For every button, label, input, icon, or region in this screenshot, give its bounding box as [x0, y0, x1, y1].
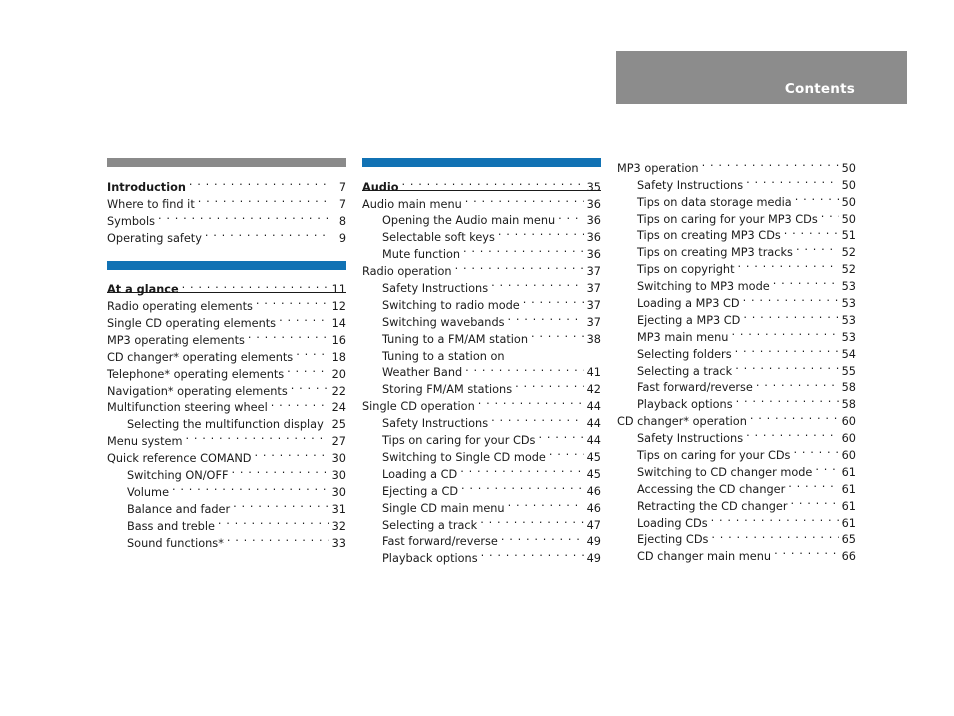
dot-leader — [750, 408, 839, 425]
toc-page-number: 38 — [586, 332, 601, 346]
toc-entry-title: Playback options — [382, 552, 478, 566]
toc-page-number: 27 — [331, 435, 346, 449]
toc-entry-title: Playback options — [637, 398, 733, 412]
dot-leader — [465, 360, 583, 377]
dot-leader — [218, 513, 329, 530]
toc-entry-title: Where to find it — [107, 197, 195, 211]
dot-leader — [491, 275, 584, 292]
toc-entry-title: Radio operation — [362, 265, 452, 279]
toc-page-number: 60 — [841, 432, 856, 446]
toc-entry-title: Weather Band — [382, 366, 463, 380]
toc-page-number: 60 — [841, 449, 856, 463]
dot-leader — [158, 208, 330, 225]
toc-entry-title: Radio operating elements — [107, 300, 253, 314]
toc-entry-title: Tuning to a station on — [382, 349, 505, 363]
dot-leader — [743, 307, 838, 324]
toc-page-number: 36 — [586, 248, 601, 262]
toc-entry-title: Selecting folders — [637, 347, 732, 361]
dot-leader — [508, 495, 584, 512]
dot-leader — [233, 496, 328, 513]
dot-leader — [296, 344, 328, 361]
dot-leader — [558, 208, 583, 225]
toc-page-number: 61 — [841, 465, 856, 479]
toc-entry-title: Ejecting a CD — [382, 484, 459, 498]
toc-entry-title: Selecting a track — [637, 364, 733, 378]
toc-page-number: 8 — [338, 214, 346, 228]
toc-page-number: 50 — [841, 161, 856, 175]
toc-column-2 — [362, 158, 601, 566]
toc-page-number: 61 — [841, 499, 856, 513]
toc-page-number: 53 — [841, 280, 856, 294]
dot-leader — [189, 174, 330, 191]
toc-entry-title: At a glance — [107, 283, 179, 297]
toc-entry-title: CD changer* operating elements — [107, 350, 294, 364]
toc-entry-title: Single CD main menu — [382, 501, 505, 515]
toc-entry-title: Tips on caring for your CDs — [382, 434, 536, 448]
toc-page-number: 61 — [841, 516, 856, 530]
dot-leader — [271, 395, 329, 412]
toc-entry-title: Operating safety — [107, 231, 202, 245]
dot-leader — [227, 530, 329, 547]
toc-entry-title: Single CD operation — [362, 400, 475, 414]
section-bar — [362, 158, 601, 167]
dot-leader — [711, 527, 838, 544]
toc-entry-title: Navigation* operating elements — [107, 384, 288, 398]
dot-leader — [465, 191, 584, 208]
toc-entry-title: Safety Instructions — [382, 282, 489, 296]
dot-leader — [711, 510, 839, 527]
toc-page-number: 44 — [586, 417, 601, 431]
toc-entry-title: Loading a MP3 CD — [637, 297, 740, 311]
toc-page-number: 37 — [586, 282, 601, 296]
dot-leader — [731, 324, 838, 341]
page-title: Contents — [784, 81, 855, 97]
dot-leader — [463, 241, 584, 258]
toc-entry-title: CD changer main menu — [637, 550, 772, 564]
toc-entry-title: Switching to CD changer mode — [637, 465, 813, 479]
toc-page-number: 32 — [331, 519, 346, 533]
toc-entry[interactable] — [617, 155, 856, 175]
toc-page-number: 50 — [841, 178, 856, 192]
toc-entry-title: Selectable soft keys — [382, 231, 495, 245]
toc-page-number: 54 — [841, 347, 856, 361]
dot-leader — [287, 361, 328, 378]
toc-entry-title: Selecting a track — [382, 518, 478, 532]
toc-entry-title: Switching to radio mode — [382, 298, 520, 312]
dot-leader — [736, 391, 839, 408]
toc-page-number: 46 — [586, 484, 601, 498]
dot-leader — [491, 410, 584, 427]
toc-page-number: 30 — [331, 469, 346, 483]
toc-entry-title: Opening the Audio main menu — [382, 214, 556, 228]
toc-entry-title: Tips on creating MP3 tracks — [637, 246, 793, 260]
toc-page-number: 37 — [586, 298, 601, 312]
dot-leader — [795, 189, 839, 206]
toc-entry-title: Loading CDs — [637, 516, 708, 530]
toc-page-number: 36 — [586, 231, 601, 245]
toc-page-number: 18 — [331, 350, 346, 364]
dot-leader — [481, 545, 584, 562]
toc-entry-title: Accessing the CD changer — [637, 482, 786, 496]
dot-leader — [746, 172, 839, 189]
toc-entry-title: Tips on data storage media — [637, 195, 792, 209]
dot-leader — [460, 461, 583, 478]
toc-entry-title: Mute function — [382, 248, 461, 262]
dot-leader — [774, 543, 839, 560]
toc-page-number: 37 — [586, 315, 601, 329]
toc-entry-title: CD changer* operation — [617, 415, 747, 429]
dot-leader — [461, 478, 584, 495]
dot-leader — [198, 191, 330, 208]
dot-leader — [821, 206, 839, 223]
toc-entry-title: Tuning to a FM/AM station — [382, 332, 529, 346]
toc-page-number: 49 — [586, 552, 601, 566]
toc-page-number: 35 — [586, 180, 601, 194]
toc-page-number: 44 — [586, 400, 601, 414]
toc-entry-title: Retracting the CD changer — [637, 499, 788, 513]
dot-leader — [702, 155, 839, 172]
dot-leader — [402, 174, 584, 191]
toc-entry-title: Audio — [362, 180, 399, 194]
toc-entry-title: Introduction — [107, 180, 186, 194]
toc-entry-title: Volume — [127, 485, 170, 499]
toc-page-number: 61 — [841, 482, 856, 496]
toc-page-number: 22 — [331, 384, 346, 398]
toc-entry-title: MP3 operating elements — [107, 333, 245, 347]
toc-entry[interactable] — [107, 174, 346, 194]
toc-page-number: 33 — [331, 536, 346, 550]
toc-entry-title: Bass and treble — [127, 519, 215, 533]
toc-page-number: 45 — [586, 450, 601, 464]
toc-page-number: 60 — [841, 415, 856, 429]
toc-entry-title: Storing FM/AM stations — [382, 383, 513, 397]
dot-leader — [501, 529, 584, 546]
toc-entry-title: Multifunction steering wheel — [107, 401, 268, 415]
toc-entry-title: Tips on creating MP3 CDs — [637, 229, 781, 243]
toc-page-number: 20 — [331, 367, 346, 381]
toc-page-number: 51 — [841, 229, 856, 243]
toc-page-number: 36 — [586, 214, 601, 228]
toc-page-number: 49 — [586, 535, 601, 549]
toc-page-number: 31 — [331, 502, 346, 516]
toc-entry-title: Tips on copyright — [637, 263, 735, 277]
toc-entry-title: Safety Instructions — [637, 432, 744, 446]
toc-page-number: 42 — [586, 383, 601, 397]
dot-leader — [291, 378, 329, 395]
toc-entry-title: MP3 main menu — [637, 330, 729, 344]
toc-page-number: 9 — [338, 231, 346, 245]
toc-entry-title: MP3 operation — [617, 161, 699, 175]
toc-page-number: 16 — [331, 333, 346, 347]
dot-leader — [738, 256, 839, 273]
toc-page-number: 44 — [586, 434, 601, 448]
toc-column-3 — [617, 155, 856, 564]
dot-leader — [788, 476, 838, 493]
toc-entry[interactable] — [362, 174, 601, 194]
toc-page-number: 58 — [841, 381, 856, 395]
toc-entry[interactable] — [107, 277, 346, 297]
toc-page-number: 47 — [586, 518, 601, 532]
dot-leader — [254, 445, 328, 462]
toc-entry-title: Switching ON/OFF — [127, 469, 229, 483]
dot-leader — [538, 427, 583, 444]
dot-leader — [185, 428, 328, 445]
dot-leader — [256, 293, 329, 310]
toc-entry-title: Switching to MP3 mode — [637, 280, 770, 294]
dot-leader — [791, 493, 839, 510]
toc-page-number: 11 — [331, 283, 346, 297]
dot-leader — [515, 376, 584, 393]
toc-page-number: 36 — [586, 197, 601, 211]
toc-page-number: 55 — [841, 364, 856, 378]
toc-section — [107, 158, 346, 245]
toc-page-number: 58 — [841, 398, 856, 412]
dot-leader — [480, 512, 583, 529]
toc-entry-title: Menu system — [107, 435, 183, 449]
toc-column-1 — [107, 158, 346, 550]
toc-entry-title: Quick reference COMAND — [107, 452, 252, 466]
dot-leader — [743, 290, 839, 307]
dot-leader — [756, 375, 839, 392]
dot-leader — [549, 444, 584, 461]
toc-entry-title: Single CD operating elements — [107, 317, 277, 331]
dot-leader — [773, 273, 839, 290]
toc-section — [617, 155, 856, 564]
dot-leader — [182, 277, 329, 294]
dot-leader — [796, 239, 839, 256]
toc-page-number: 50 — [841, 212, 856, 226]
toc-page-number: 25 — [331, 418, 346, 432]
toc-entry-title: Fast forward/reverse — [382, 535, 498, 549]
section-bar — [107, 261, 346, 270]
toc-entry-title: Symbols — [107, 214, 155, 228]
dot-leader — [205, 225, 330, 242]
toc-page-number: 66 — [841, 550, 856, 564]
dot-leader — [231, 462, 328, 479]
toc-page-number: 7 — [338, 180, 346, 194]
toc-entry-title: Loading a CD — [382, 467, 458, 481]
toc-entry-title: Safety Instructions — [382, 417, 489, 431]
toc-page-number: 7 — [338, 197, 346, 211]
dot-leader — [815, 459, 838, 476]
toc-entry-title: Ejecting CDs — [637, 533, 709, 547]
toc-entry-title: Fast forward/reverse — [637, 381, 753, 395]
toc-entry-title: Tips on caring for your MP3 CDs — [637, 212, 818, 226]
toc-entry-title: Telephone* operating elements — [107, 367, 285, 381]
toc-section — [362, 158, 601, 566]
toc-page-number: 30 — [331, 485, 346, 499]
toc-page-number: 37 — [586, 265, 601, 279]
toc-entry-title: Tips on caring for your CDs — [637, 449, 791, 463]
toc-page-number: 53 — [841, 313, 856, 327]
dot-leader — [523, 292, 584, 309]
toc-page-number: 14 — [331, 317, 346, 331]
toc-page-number: 50 — [841, 195, 856, 209]
toc-page-number: 53 — [841, 297, 856, 311]
toc-entry-title: Selecting the multifunction display — [127, 418, 324, 432]
toc-entry-title: Sound functions* — [127, 536, 224, 550]
dot-leader — [478, 393, 584, 410]
section-bar — [107, 158, 346, 167]
toc-page-number: 46 — [586, 501, 601, 515]
toc-page-number: 45 — [586, 467, 601, 481]
dot-leader — [784, 223, 839, 240]
toc-page-number: 52 — [841, 263, 856, 277]
dot-leader — [498, 224, 584, 241]
dot-leader — [172, 479, 329, 496]
dot-leader — [793, 442, 838, 459]
dot-leader — [746, 425, 839, 442]
toc-page-number: 30 — [331, 452, 346, 466]
toc-section — [107, 261, 346, 550]
toc-entry-title: Audio main menu — [362, 197, 462, 211]
dot-leader — [531, 326, 584, 343]
toc-page-number: 12 — [331, 300, 346, 314]
dot-leader — [248, 327, 329, 344]
toc-entry-title: Ejecting a MP3 CD — [637, 313, 741, 327]
header-band — [616, 51, 907, 104]
dot-leader — [735, 358, 838, 375]
toc-page-number: 53 — [841, 330, 856, 344]
toc-entry-title: Safety Instructions — [637, 178, 744, 192]
dot-leader — [735, 341, 839, 358]
toc-page-number: 65 — [841, 533, 856, 547]
toc-entry-title: Balance and fader — [127, 502, 231, 516]
toc-page-number: 52 — [841, 246, 856, 260]
dot-leader — [508, 309, 584, 326]
dot-leader — [455, 258, 584, 275]
toc-entry-title: Switching to Single CD mode — [382, 450, 546, 464]
toc-page-number: 24 — [331, 401, 346, 415]
dot-leader — [279, 310, 329, 327]
toc-page-number: 41 — [586, 366, 601, 380]
toc-entry-title: Switching wavebands — [382, 315, 505, 329]
